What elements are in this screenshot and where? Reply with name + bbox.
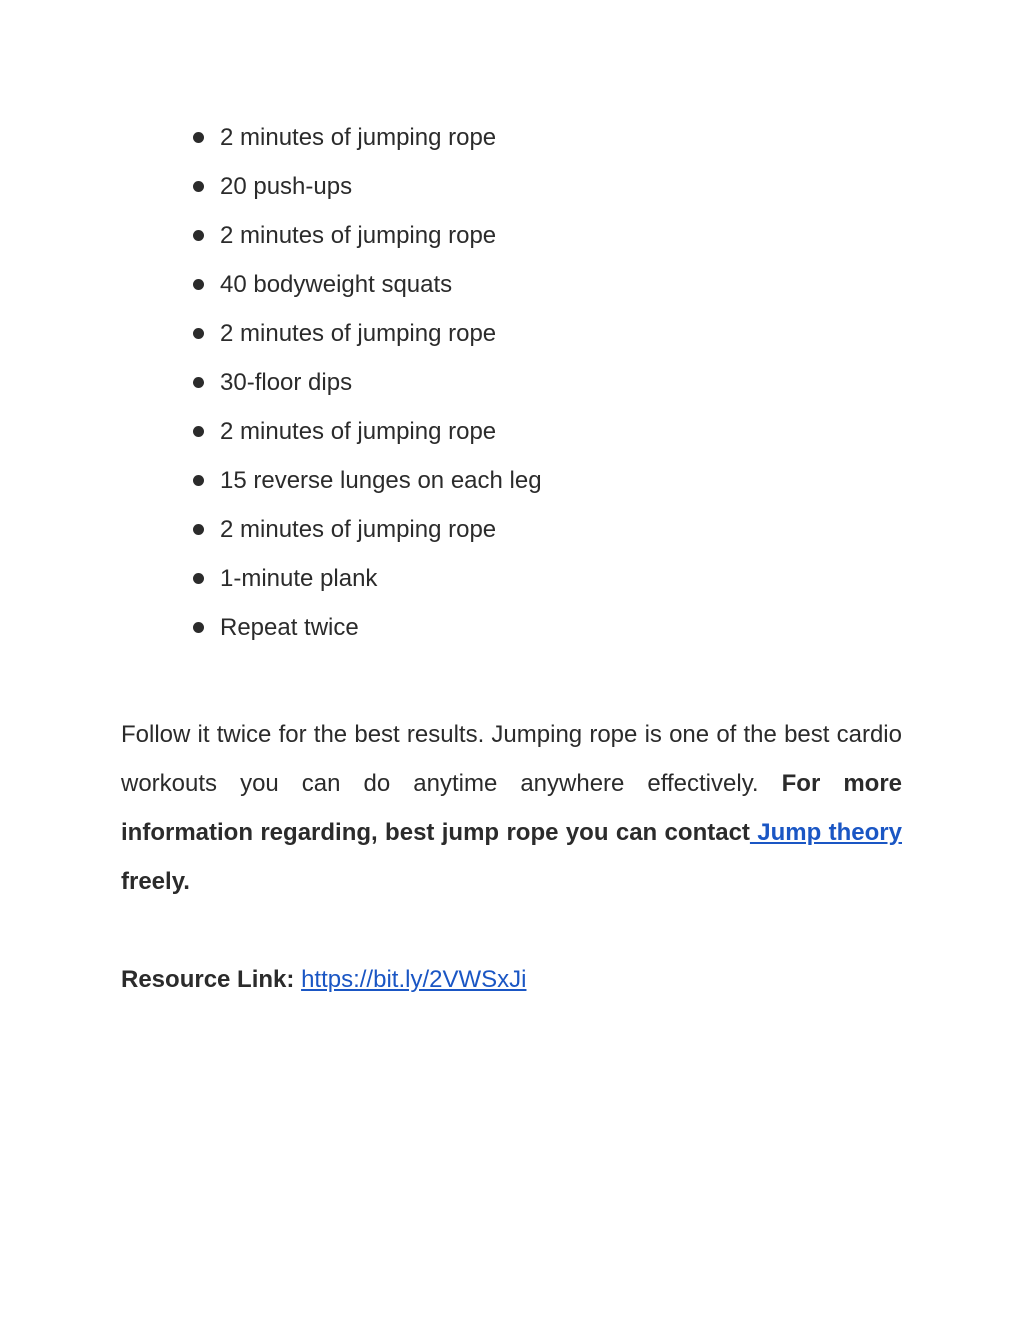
list-item [188,314,908,363]
list-item-text: 40 bodyweight squats [220,271,453,298]
bullet-icon [193,426,204,437]
paragraph-intro: Follow it twice for the best results. Jumping rope is one of the best cardio workouts you can do anytime anywhere effectively. [121,721,902,797]
bullet-icon [193,181,204,192]
bullet-icon [193,573,204,584]
list-item-text: 2 minutes of jumping rope [220,320,497,347]
bullet-icon [193,132,204,143]
list-item-text: 2 minutes of jumping rope [220,124,497,151]
list-item [188,608,908,657]
list-item [188,559,908,608]
bullet-icon [193,475,204,486]
list-item [188,461,908,510]
list-item-text: 2 minutes of jumping rope [220,516,497,543]
list-item [188,363,908,412]
list-item-text: 30-floor dips [220,369,353,396]
bullet-icon [193,230,204,241]
list-item [188,216,908,265]
list-item [188,118,908,167]
resource-line [121,960,526,1000]
summary-paragraph [121,710,902,906]
bullet-icon [193,622,204,633]
bullet-icon [193,377,204,388]
resource-label: Resource Link: [121,966,295,993]
list-item-text: Repeat twice [220,614,359,641]
jump-theory-link[interactable]: Jump theory [749,819,902,846]
list-item [188,412,908,461]
paragraph-bold-text: For more information regarding, best jump rope you can contact [121,770,903,846]
list-item [188,265,908,314]
list-item [188,167,908,216]
list-item-text: 20 push-ups [220,173,353,200]
bullet-icon [193,524,204,535]
paragraph-trailing-bold: freely. [121,868,190,895]
list-item-text: 15 reverse lunges on each leg [220,467,542,494]
list-item-text: 1-minute plank [220,565,378,592]
bullet-icon [193,279,204,290]
list-item-text: 2 minutes of jumping rope [220,418,497,445]
list-item [188,510,908,559]
list-item-text: 2 minutes of jumping rope [220,222,497,249]
resource-link[interactable]: https://bit.ly/2VWSxJi [301,966,527,993]
bullet-icon [193,328,204,339]
workout-list [188,118,908,657]
